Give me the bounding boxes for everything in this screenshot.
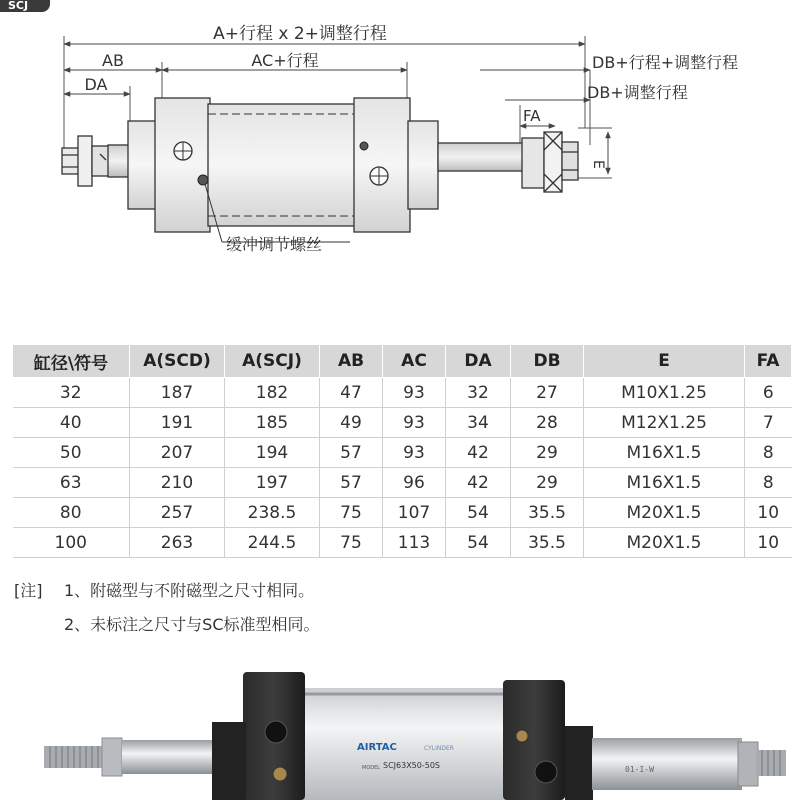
table-cell: 29: [511, 468, 584, 498]
header-cell: FA: [745, 345, 792, 378]
table-cell: 54: [446, 528, 511, 558]
header-cell: E: [584, 345, 745, 378]
table-cell: 54: [446, 498, 511, 528]
table-cell: 210: [130, 468, 225, 498]
table-cell: 10: [745, 498, 792, 528]
table-cell: 100: [13, 528, 130, 558]
table-cell: 8: [745, 468, 792, 498]
table-cell: 27: [511, 378, 584, 408]
table-cell: 57: [320, 468, 383, 498]
notes-block: [14, 580, 320, 648]
dim-label-db-full: DB+行程+调整行程: [592, 53, 739, 72]
header-cell: A(SCD): [130, 345, 225, 378]
table-row: [13, 378, 792, 408]
table-cell: 187: [130, 378, 225, 408]
model-prefix: MODEL: [362, 765, 381, 771]
right-thread: [756, 750, 786, 776]
table-cell: 42: [446, 438, 511, 468]
product-photo: [0, 660, 800, 800]
header-cell: AC: [383, 345, 446, 378]
dim-label-fa: FA: [523, 107, 541, 125]
table-cell: 6: [745, 378, 792, 408]
table-cell: 96: [383, 468, 446, 498]
dim-label-db-adj: DB+调整行程: [587, 83, 688, 102]
right-black-block: [503, 680, 565, 800]
cylinder-tube: [208, 104, 356, 226]
table-cell: M10X1.25: [584, 378, 745, 408]
note-row: [14, 580, 320, 614]
dim-label-e: E: [590, 160, 606, 169]
model-label: SCJ63X50-50S: [383, 761, 441, 770]
table-cell: 80: [13, 498, 130, 528]
dim-label-total: A+行程 x 2+调整行程: [213, 24, 387, 44]
note-item: 1、附磁型与不附磁型之尺寸相同。: [64, 581, 315, 600]
table-cell: 32: [446, 378, 511, 408]
tube-label: CYLINDER: [424, 745, 454, 752]
right-end-cap: [408, 121, 438, 209]
table-cell: M12X1.25: [584, 408, 745, 438]
table-cell: 244.5: [225, 528, 320, 558]
table-row: [13, 438, 792, 468]
note-row: [14, 614, 320, 648]
table-cell: 35.5: [511, 498, 584, 528]
note-item: 2、未标注之尺寸与SC标准型相同。: [64, 615, 320, 634]
dim-label-ac: AC+行程: [251, 51, 319, 70]
table-cell: 49: [320, 408, 383, 438]
header-cell: DA: [446, 345, 511, 378]
brand-label: AIRTAC: [357, 742, 397, 753]
section-tag: SCJ: [0, 0, 50, 12]
cushion-screw-left: [198, 175, 208, 185]
table-cell: 42: [446, 468, 511, 498]
table-cell: 75: [320, 498, 383, 528]
table-cell: 47: [320, 378, 383, 408]
table-row: [13, 528, 792, 558]
table-cell: M20X1.5: [584, 498, 745, 528]
port-right: [370, 167, 388, 185]
table-cell: 194: [225, 438, 320, 468]
cushion-screw-right: [360, 142, 368, 150]
table-cell: 75: [320, 528, 383, 558]
table-cell: 207: [130, 438, 225, 468]
table-cell: 40: [13, 408, 130, 438]
table-cell: M20X1.5: [584, 528, 745, 558]
dim-label-ab: AB: [102, 51, 124, 70]
header-cell: DB: [511, 345, 584, 378]
table-cell: 29: [511, 438, 584, 468]
header-cell: 缸径\符号: [13, 345, 130, 378]
dim-label-da: DA: [84, 75, 108, 94]
table-cell: 93: [383, 378, 446, 408]
left-rod-end: [62, 136, 130, 186]
right-rod-sleeve: [592, 738, 742, 790]
table-cell: 8: [745, 438, 792, 468]
table-row: [13, 468, 792, 498]
table-cell: 197: [225, 468, 320, 498]
left-rod: [122, 740, 222, 774]
table-cell: 93: [383, 438, 446, 468]
table-cell: 34: [446, 408, 511, 438]
header-cell: AB: [320, 345, 383, 378]
port-left: [174, 142, 192, 160]
table-cell: 107: [383, 498, 446, 528]
header-cell: A(SCJ): [225, 345, 320, 378]
table-cell: 57: [320, 438, 383, 468]
stroke-adjust-nut: [522, 132, 578, 192]
table-cell: M16X1.5: [584, 468, 745, 498]
table-cell: 257: [130, 498, 225, 528]
table-cell: M16X1.5: [584, 438, 745, 468]
cylinder-dimension-drawing: [0, 0, 800, 300]
table-cell: 93: [383, 408, 446, 438]
right-piston-rod: [438, 143, 524, 171]
callout-label: 缓冲调节螺丝: [226, 235, 323, 254]
table-cell: 28: [511, 408, 584, 438]
table-row: [13, 408, 792, 438]
table-cell: 50: [13, 438, 130, 468]
table-cell: 185: [225, 408, 320, 438]
stamp-label: 01-I-W: [625, 765, 654, 774]
right-head-cover: [354, 98, 410, 232]
table-cell: 35.5: [511, 528, 584, 558]
notes-prefix: [注]: [14, 581, 43, 600]
table-cell: 182: [225, 378, 320, 408]
left-end-cap: [128, 121, 156, 209]
table-cell: 63: [13, 468, 130, 498]
table-row: [13, 498, 792, 528]
table-cell: 10: [745, 528, 792, 558]
table-header-row: [13, 345, 792, 378]
table-cell: 32: [13, 378, 130, 408]
table-cell: 263: [130, 528, 225, 558]
left-head-cover: [155, 98, 210, 232]
table-cell: 238.5: [225, 498, 320, 528]
table-cell: 7: [745, 408, 792, 438]
table-cell: 113: [383, 528, 446, 558]
table-cell: 191: [130, 408, 225, 438]
left-nut: [102, 738, 122, 776]
spec-table: [12, 344, 792, 558]
